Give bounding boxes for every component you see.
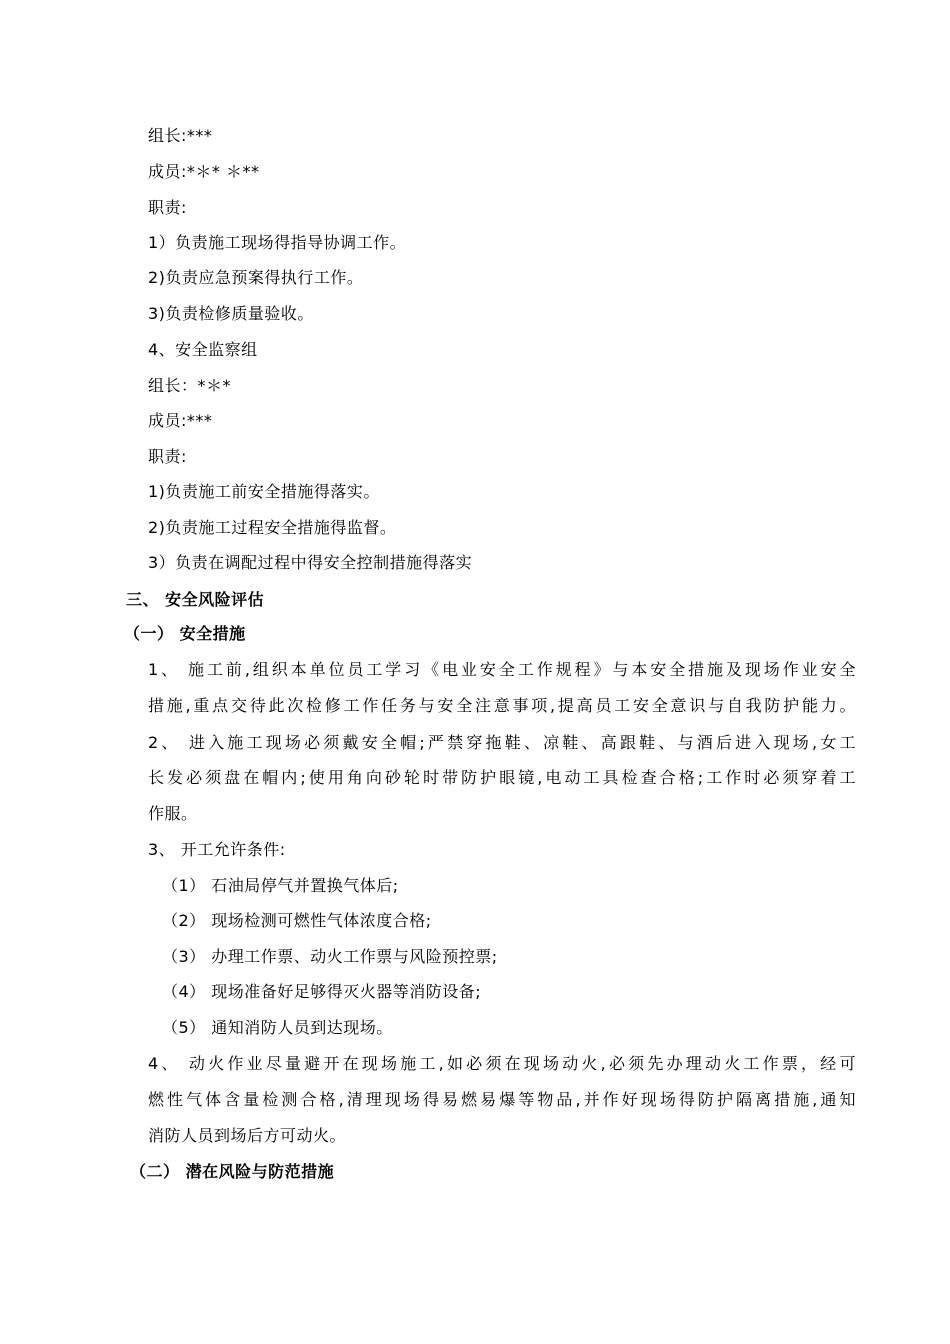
text-line: 成员:*＊* ＊**	[148, 162, 260, 181]
text-line: 3)负责检修质量验收。	[148, 304, 314, 323]
text-line: 组长：*＊*	[148, 376, 232, 395]
text-line: 4、 动火作业尽量避开在现场施工,如必须在现场动火,必须先办理动火工作票，经可	[148, 1054, 856, 1073]
list-item: （3） 办理工作票、动火工作票与风险预控票;	[162, 947, 498, 966]
text-line: 2)负责应急预案得执行工作。	[148, 268, 364, 287]
list-item: （2） 现场检测可燃性气体浓度合格;	[162, 911, 432, 930]
list-item: （4） 现场准备好足够得灭火器等消防设备;	[162, 982, 482, 1001]
text-line: 消防人员到场后方可动火。	[148, 1126, 347, 1145]
text-line: 3）负责在调配过程中得安全控制措施得落实	[148, 553, 473, 572]
text-line: 2、 进入施工现场必须戴安全帽;严禁穿拖鞋、凉鞋、高跟鞋、与酒后进入现场,女工	[148, 733, 856, 752]
text-line: 职责:	[148, 447, 187, 466]
text-line: 4、安全监察组	[148, 340, 258, 359]
text-line: 3、 开工允许条件:	[148, 840, 286, 859]
list-item: （1） 石油局停气并置换气体后;	[162, 876, 399, 895]
subsection-heading: （二） 潜在风险与防范措施	[130, 1162, 335, 1181]
text-line: 组长:***	[148, 126, 213, 145]
subsection-heading: （一） 安全措施	[124, 624, 246, 643]
text-line: 燃性气体含量检测合格,清理现场得易燃易爆等物品,并作好现场得防护隔离措施,通知	[148, 1090, 856, 1109]
text-line: 2)负责施工过程安全措施得监督。	[148, 518, 397, 537]
text-line: 成员:***	[148, 411, 213, 430]
text-line: 1)负责施工前安全措施得落实。	[148, 482, 380, 501]
text-line: 1）负责施工现场得指导协调工作。	[148, 233, 407, 252]
section-heading: 三、 安全风险评估	[126, 590, 265, 609]
text-line: 1、 施工前,组织本单位员工学习《电业安全工作规程》与本安全措施及现场作业安全	[148, 660, 856, 679]
text-line: 措施,重点交待此次检修工作任务与安全注意事项,提高员工安全意识与自我防护能力。	[148, 696, 856, 715]
text-line: 职责:	[148, 198, 187, 217]
text-line: 作服。	[148, 804, 198, 823]
text-line: 长发必须盘在帽内;使用角向砂轮时带防护眼镜,电动工具检查合格;工作时必须穿着工	[148, 768, 856, 787]
list-item: （5） 通知消防人员到达现场。	[162, 1018, 393, 1037]
